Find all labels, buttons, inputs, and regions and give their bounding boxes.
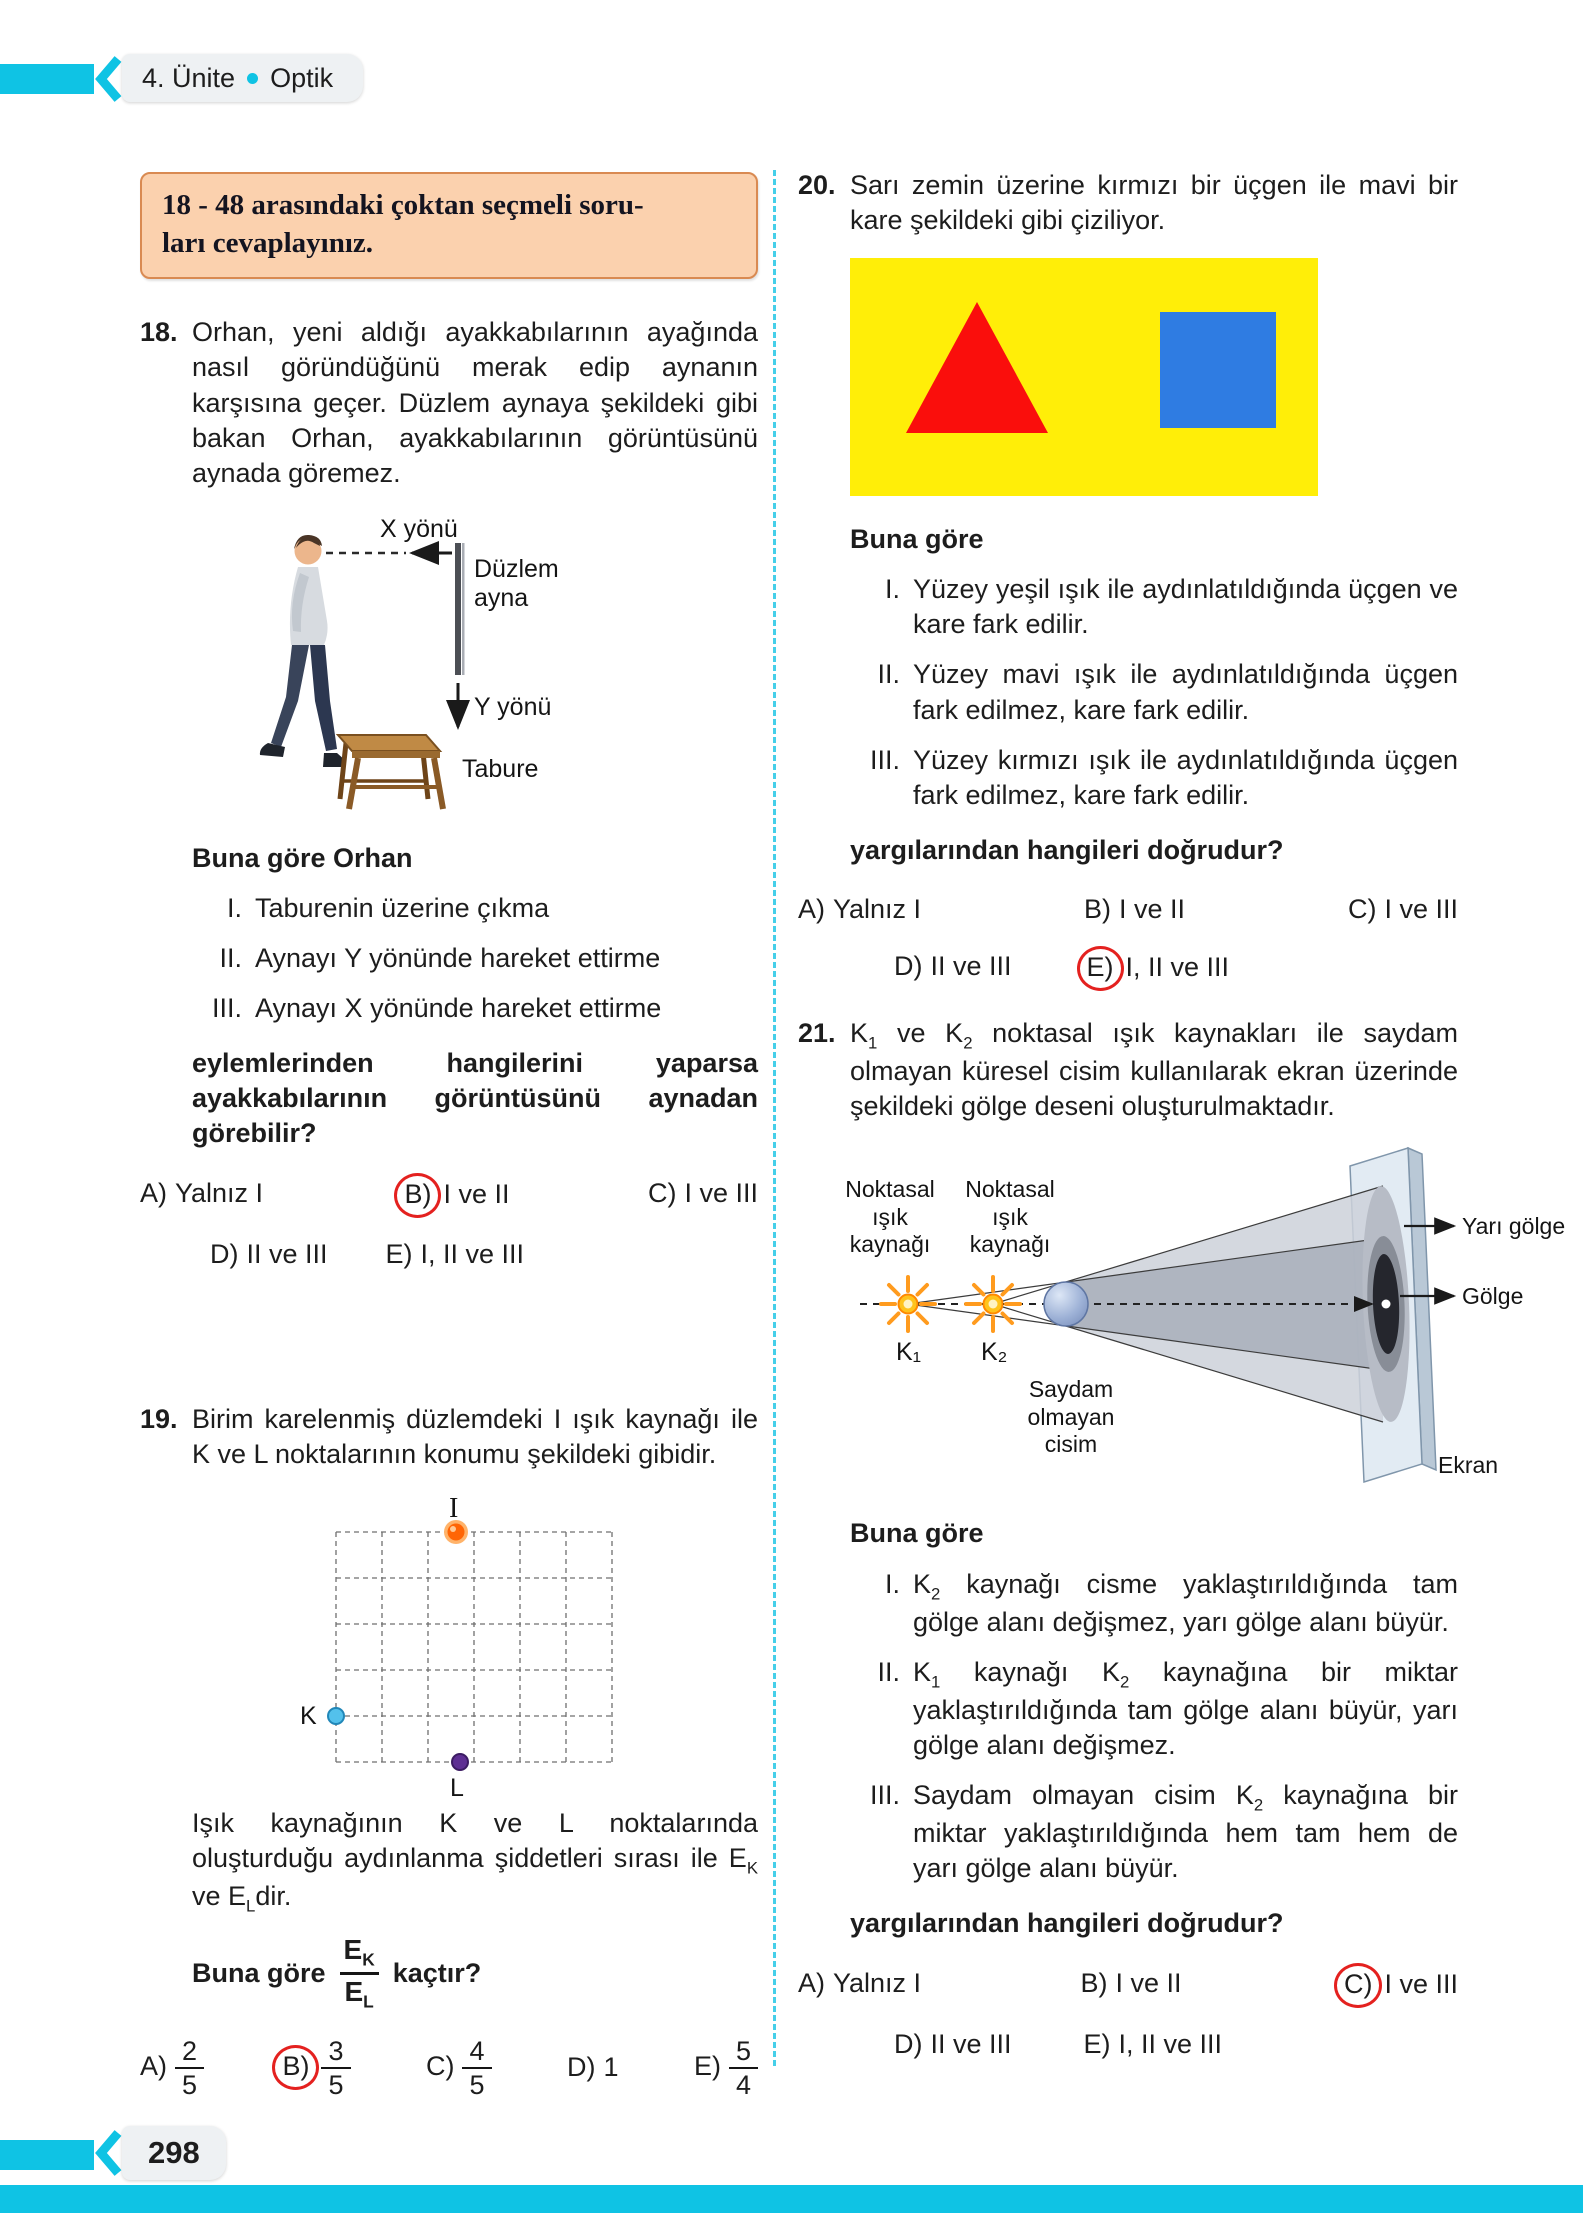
option-letter: E) [1083, 2028, 1111, 2059]
umbra-label: Gölge [1462, 1283, 1524, 1310]
unit-header-tab [122, 54, 363, 102]
option-text: I ve II [1118, 893, 1186, 924]
item-numeral: III. [211, 993, 242, 1024]
option-text: I, II ve III [1118, 2028, 1223, 2059]
question-18-text: Orhan, yeni aldığı ayakkabılarının ayağında nasıl göründüğünü merak edip aynanın karşısına geçer. Düzlem aynaya şekildeki gibi bakan Orhan, ayakkabılarının görüntüsünü aynada göremez. [192, 317, 758, 488]
question-18-items [192, 891, 758, 1026]
plane-mirror [455, 543, 465, 675]
option-text: Yalnız I [833, 1967, 922, 1998]
option-letter: A) [140, 1177, 167, 1208]
blue-square [1160, 312, 1276, 428]
question-21-text: $K_1$ ve $K_2$ noktasal ışık kaynakları ile saydam olmayan küresel cisim kullanılarak ekran üzerinde şekildeki gölge deseni oluşturulmaktadır. [850, 1018, 1458, 1122]
option-d [894, 2027, 1012, 2062]
list-item [850, 572, 1458, 642]
option-text: 1 [603, 2052, 619, 2083]
marked-answer-circle: B) [272, 2045, 319, 2090]
item-text: Yüzey yeşil ışık ile aydınlatıldığında üçgen ve kare fark edilir. [913, 574, 1458, 640]
option-text: I, II ve III [1125, 952, 1230, 983]
red-triangle [906, 302, 1048, 433]
option-text: II ve III [930, 2028, 1012, 2059]
k1-label: K₁ [896, 1338, 922, 1367]
option-text: I, II ve III [420, 1238, 525, 1269]
item-numeral: II. [219, 943, 242, 974]
source-label: I [449, 1492, 459, 1524]
option-b [1084, 892, 1185, 927]
item-numeral: II. [877, 1656, 900, 1687]
option-letter: D) [894, 2028, 923, 2059]
question-18-options [140, 1176, 758, 1272]
option-text: I ve III [1384, 1968, 1458, 1999]
axis-point [1382, 1300, 1391, 1309]
list-item [192, 891, 758, 926]
question-19-figure [292, 1492, 722, 1802]
option-a [798, 892, 921, 927]
option-fraction: $\frac{2}{5}$ [175, 2036, 204, 2100]
option-a [798, 1966, 921, 2005]
list-item [850, 1778, 1458, 1886]
question-20-figure [850, 258, 1318, 496]
option-e [1084, 2027, 1223, 2062]
question-18-lead: Buna göre Orhan [192, 842, 413, 873]
marked-answer-circle: B) [394, 1173, 441, 1218]
point-k-dot [328, 1708, 344, 1724]
stool [338, 735, 443, 809]
option-letter: A) [798, 893, 825, 924]
option-e [694, 2036, 758, 2100]
question-18-ask: eylemlerinden hangilerini yaparsa ayakkabılarının görüntüsünü aynadan görebilir? [192, 1048, 758, 1149]
item-numeral: III. [869, 744, 900, 775]
list-item [850, 657, 1458, 727]
question-20-lead: Buna göre [850, 524, 984, 555]
item-text: Taburenin üzerine çıkma [255, 892, 550, 923]
list-item [192, 941, 758, 976]
point-l-label: L [450, 1773, 464, 1802]
option-letter: D) [894, 951, 923, 982]
option-letter: A) [140, 2050, 167, 2081]
ask-after: kaçtır? [392, 1957, 482, 1988]
fraction-denominator: $E_L$ [344, 1975, 374, 2012]
option-fraction: $\frac{4}{5}$ [462, 2036, 491, 2100]
question-21-lead: Buna göre [850, 1518, 984, 1549]
question-20-items [850, 572, 1458, 813]
option-d [210, 1237, 328, 1272]
option-fraction: $\frac{5}{4}$ [729, 2036, 758, 2100]
unit-topic: Optik [270, 62, 334, 93]
option-fraction: $\frac{3}{5}$ [321, 2036, 350, 2100]
question-20 [798, 168, 1458, 988]
y-direction-label: Y yönü [474, 692, 552, 721]
footer-accent-strip [0, 2140, 94, 2170]
x-direction-label: X yönü [380, 514, 458, 543]
list-item [192, 991, 758, 1026]
ek-el-fraction [340, 1935, 379, 2011]
option-text: Yalnız I [833, 893, 922, 924]
question-19 [140, 1402, 758, 2100]
opaque-sphere [1044, 1282, 1088, 1326]
question-20-ask: yargılarından hangileri doğrudur? [850, 834, 1284, 865]
list-item [850, 1655, 1458, 1763]
option-a [140, 1176, 263, 1215]
marked-answer-circle: C) [1334, 1963, 1383, 2008]
option-c [426, 2036, 492, 2100]
option-c [1341, 1966, 1458, 2005]
option-text: II ve III [930, 951, 1012, 982]
unit-grid [336, 1532, 612, 1762]
source-label-2: Noktasal ışık kaynağı [965, 1176, 1055, 1257]
question-20-options [798, 892, 1458, 988]
light-source-k2-icon [966, 1277, 1020, 1331]
ask-before: Buna göre [192, 1957, 326, 1988]
option-c [1348, 892, 1458, 927]
option-letter: C) [647, 1177, 677, 1208]
option-e [1084, 949, 1230, 988]
grid-art [292, 1506, 722, 1796]
option-d [567, 2050, 619, 2085]
question-20-text: Sarı zemin üzerine kırmızı bir üçgen ile mavi bir kare şekildeki gibi çiziliyor. [850, 170, 1458, 236]
option-letter: A) [798, 1967, 825, 1998]
list-item [850, 1567, 1458, 1640]
item-numeral: II. [877, 659, 900, 690]
option-e [386, 1237, 525, 1272]
unit-label: 4. Ünite [142, 62, 236, 93]
footer-chevron-icon [92, 2128, 124, 2178]
marked-answer-circle: E) [1077, 946, 1124, 991]
question-18 [140, 315, 758, 1271]
page-number-tab [122, 2126, 226, 2180]
point-l-dot [452, 1754, 468, 1770]
person-figure [260, 535, 346, 767]
item-text: Yüzey kırmızı ışık ile aydınlatıldığında üçgen fark edilmez, kare fark edilir. [913, 744, 1458, 810]
left-column [140, 172, 758, 2100]
fraction-numerator: $E_K$ [340, 1935, 379, 1975]
option-text: I ve II [443, 1178, 510, 1209]
item-text: Yüzey mavi ışık ile aydınlatıldığında üçgen fark edilmez, kare fark edilir. [913, 659, 1458, 725]
stool-label: Tabure [462, 754, 539, 783]
question-21-number: 21. [798, 1018, 836, 1049]
option-text: I ve III [1384, 893, 1458, 924]
mirror-label: Düzlem ayna [474, 554, 559, 613]
option-letter: E) [693, 2050, 721, 2081]
source-label-1: Noktasal ışık kaynağı [845, 1176, 935, 1257]
right-column [798, 168, 1566, 2062]
option-text: Yalnız I [175, 1177, 264, 1208]
item-numeral: III. [869, 1780, 900, 1811]
option-letter: D) [210, 1238, 239, 1269]
question-19-text: Birim karelenmiş düzlemdeki I ışık kaynağı ile K ve L noktalarının konumu şekildeki gibidir. [192, 1403, 758, 1469]
penumbra-label: Yarı gölge [1462, 1213, 1566, 1240]
column-divider [773, 170, 776, 2066]
point-k-label: K [300, 1701, 317, 1730]
option-b [1080, 1966, 1181, 2005]
question-21 [798, 1016, 1566, 2062]
option-b [401, 1176, 509, 1215]
option-letter: E) [385, 1238, 413, 1269]
option-letter: C) [425, 2050, 455, 2081]
header-chevron-icon [92, 54, 124, 104]
question-21-items [850, 1567, 1458, 1887]
question-21-ask: yargılarından hangileri doğrudur? [850, 1908, 1284, 1939]
question-19-ask [192, 1935, 758, 2011]
option-b [279, 2036, 350, 2100]
option-c [648, 1176, 758, 1215]
question-19-text2: Işık kaynağının K ve L noktalarında oluşturduğu aydınlanma şiddetleri sırası ile $E_K$ ve $E_Ldir$. [192, 1807, 758, 1916]
light-source-k1-icon [881, 1277, 935, 1331]
item-text: Aynayı X yönünde hareket ettirme [255, 993, 662, 1024]
bullet-icon [247, 73, 258, 84]
question-20-number: 20. [798, 170, 836, 200]
option-letter: B) [1080, 1967, 1108, 1998]
screen-label: Ekran [1438, 1452, 1499, 1479]
option-text: I ve III [684, 1177, 758, 1208]
option-letter: D) [566, 2052, 596, 2083]
option-letter: C) [1347, 893, 1377, 924]
option-text: I ve II [1115, 1967, 1182, 1998]
list-item [850, 743, 1458, 813]
item-text: Saydam olmayan cisim $K_2$ kaynağına bir miktar yaklaştırıldığında hem tam hem de yarı gölge alanı büyür. [913, 1780, 1458, 1884]
option-text: II ve III [246, 1238, 328, 1269]
page-number: 298 [148, 2135, 200, 2170]
option-a [140, 2036, 204, 2100]
option-letter: B) [1083, 893, 1111, 924]
question-19-options [140, 2036, 758, 2100]
question-21-figure [808, 1136, 1568, 1492]
question-19-number: 19. [140, 1403, 178, 1434]
question-21-options [798, 1966, 1458, 2062]
option-d [894, 949, 1012, 988]
instruction-box: 18 - 48 arasındaki çoktan seçmeli soru- ları cevaplayınız. [140, 172, 758, 279]
question-18-figure [212, 515, 642, 817]
item-numeral: I. [226, 892, 242, 923]
item-numeral: I. [884, 574, 900, 605]
item-text: Aynayı Y yönünde hareket ettirme [255, 943, 661, 974]
bottom-bar [0, 2185, 1583, 2213]
k2-label: K₂ [981, 1338, 1008, 1367]
item-text: $K_1$ kaynağı $K_2$ kaynağına bir miktar yaklaştırıldığında tam gölge alanı büyür, yarı gölge alanı değişmez. [913, 1656, 1459, 1761]
mirror-scene-art [212, 515, 642, 817]
item-text: $K_2$ kaynağı cisme yaklaştırıldığında tam gölge alanı değişmez, yarı gölge alanı büyür. [913, 1568, 1458, 1637]
item-numeral: I. [884, 1568, 900, 1599]
header-accent-strip [0, 64, 94, 94]
opaque-object-label: Saydam olmayan cisim [1027, 1376, 1115, 1457]
question-18-number: 18. [140, 317, 178, 348]
